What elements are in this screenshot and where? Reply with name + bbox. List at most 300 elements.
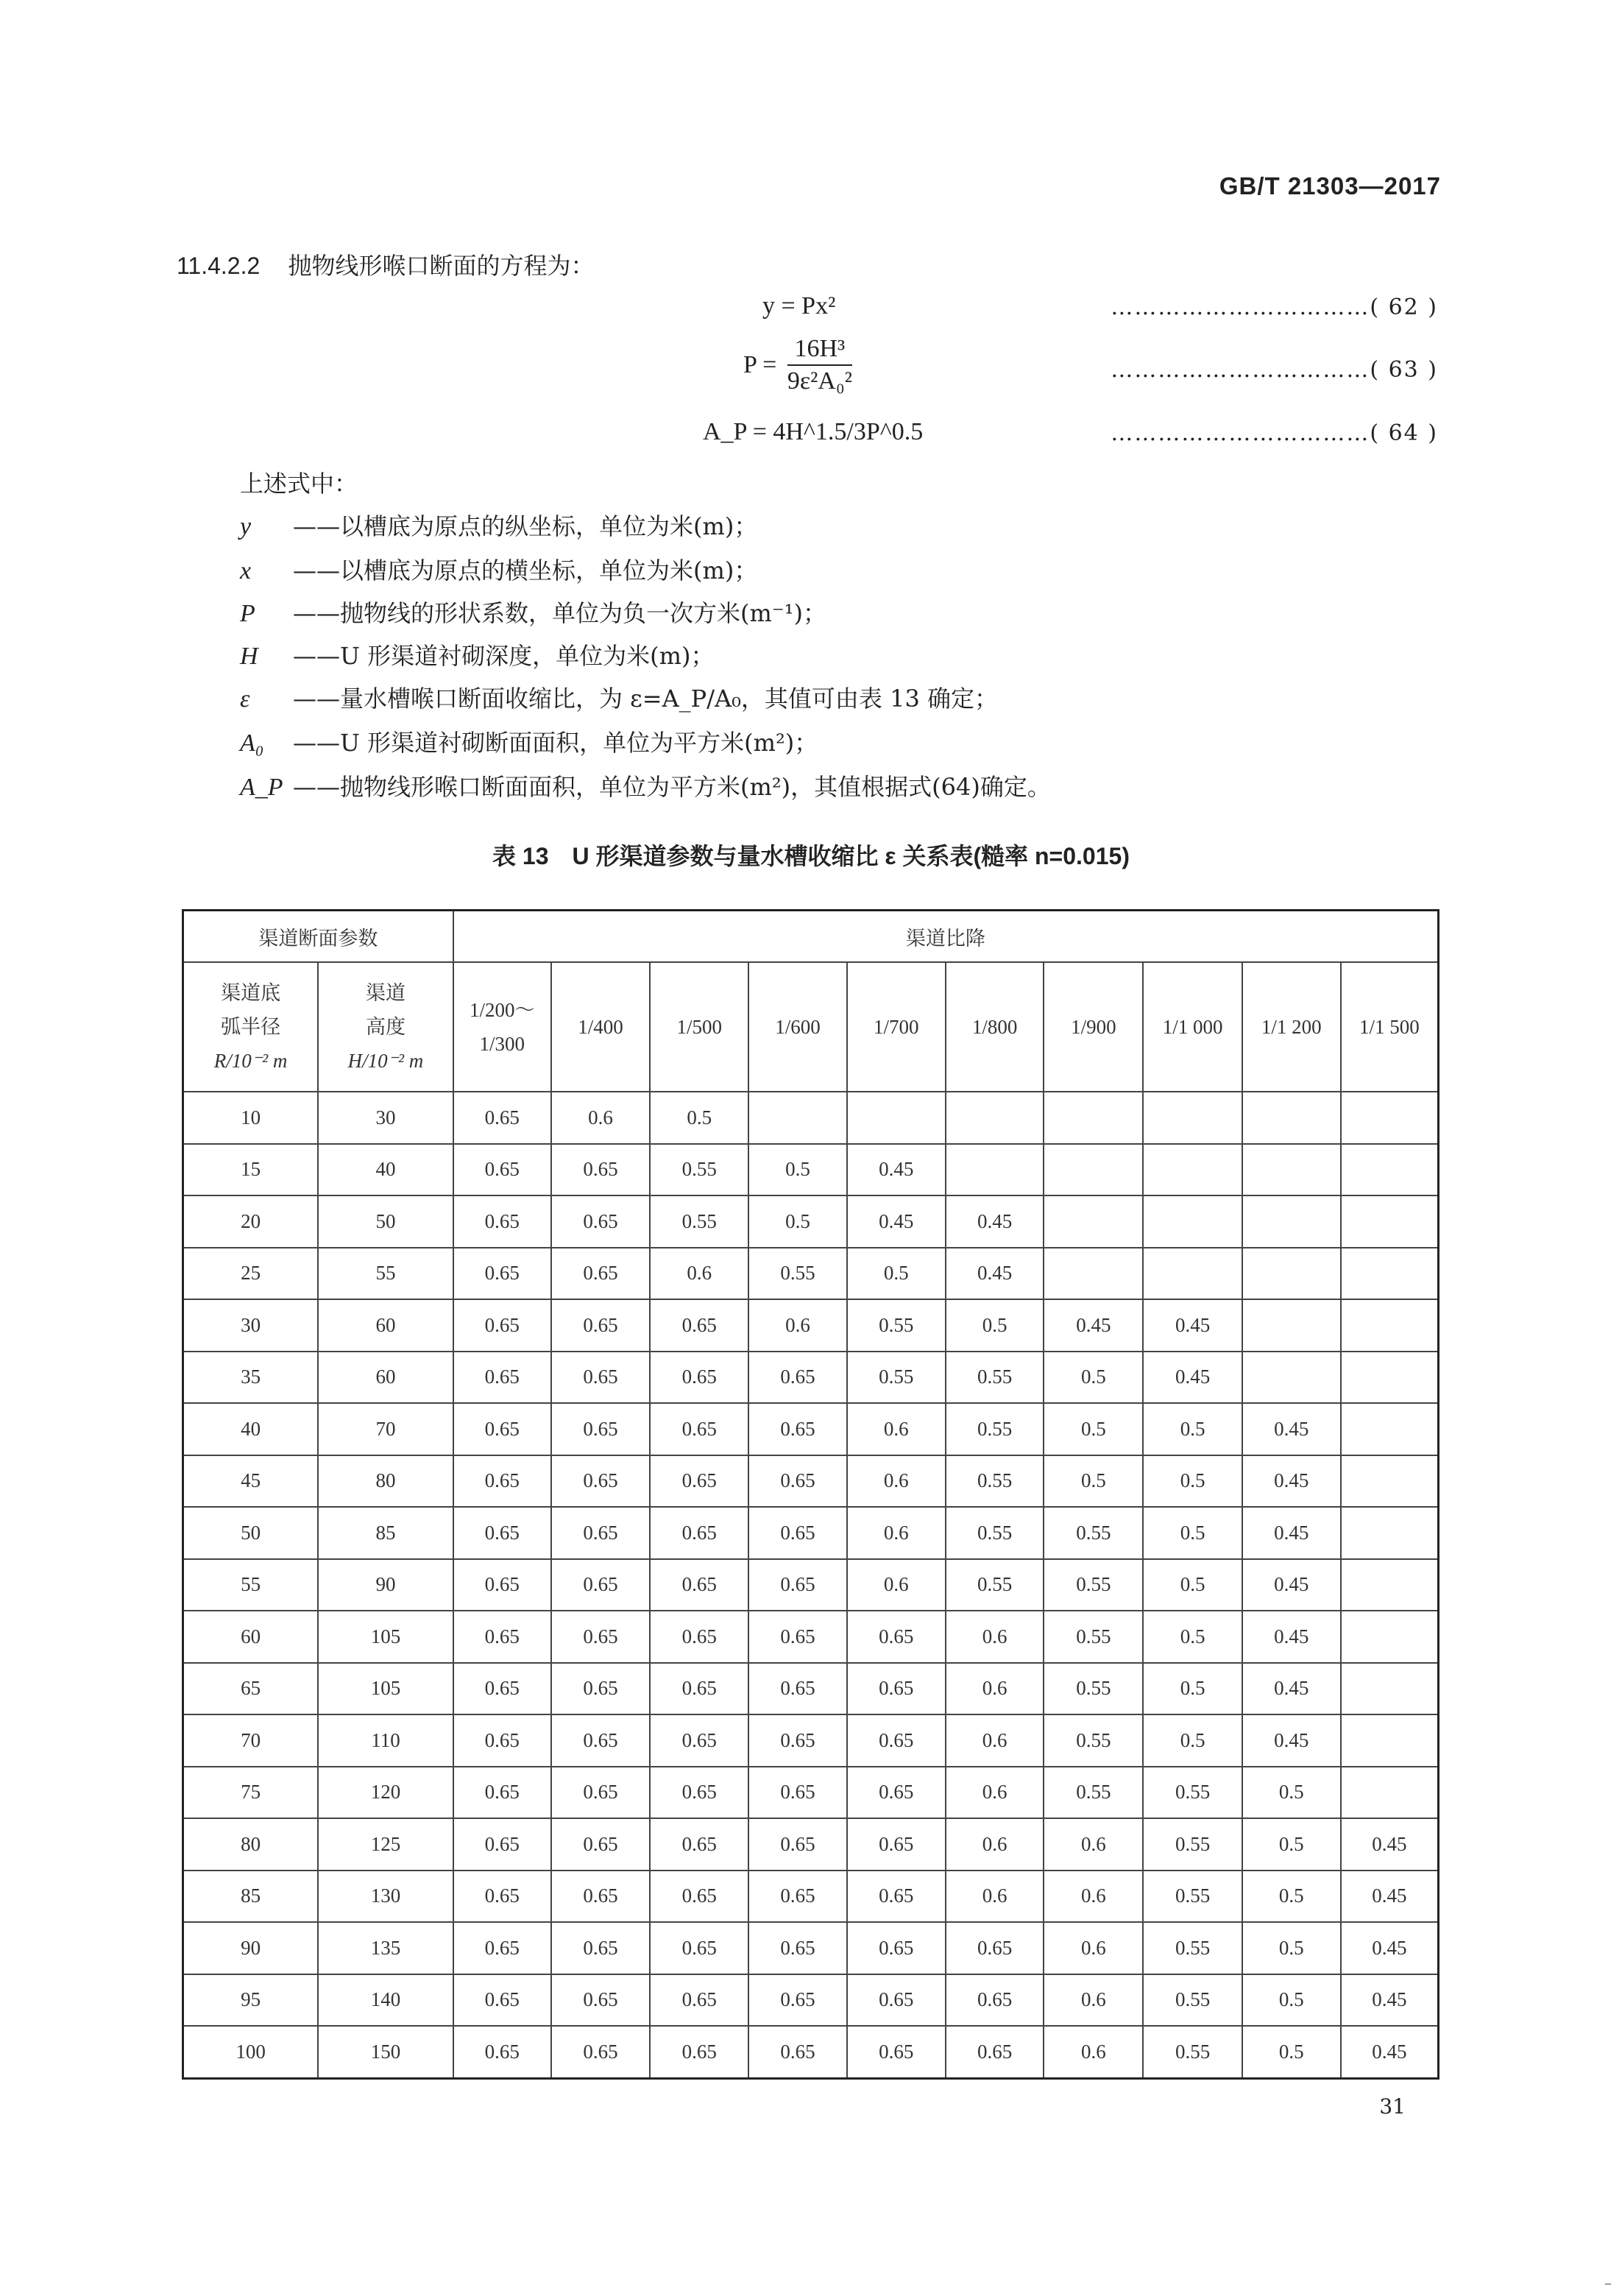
- table-cell: 0.45: [847, 1144, 946, 1196]
- table-cell: 0.45: [1242, 1455, 1341, 1508]
- table-cell: 65: [183, 1663, 319, 1715]
- table-cell: 0.6: [1044, 1818, 1143, 1871]
- table-cell: 0.45: [1242, 1714, 1341, 1767]
- table-cell: 0.55: [1044, 1559, 1143, 1611]
- table-cell: 0.65: [551, 2026, 651, 2078]
- header-slope: 1/1 500: [1341, 962, 1439, 1092]
- table-cell: 0.5: [1242, 1974, 1341, 2027]
- table-cell: 0.45: [946, 1248, 1044, 1300]
- table-cell: [1143, 1092, 1242, 1144]
- header-slope: 1/500: [650, 962, 748, 1092]
- table-cell: 0.65: [551, 1299, 651, 1352]
- table-cell: 0.65: [748, 1559, 847, 1611]
- table-cell: 0.55: [946, 1403, 1044, 1455]
- table-cell: 140: [318, 1974, 453, 2027]
- table-cell: 0.65: [847, 1818, 946, 1871]
- equation-63-number: ( 63 ): [1370, 357, 1438, 383]
- table-cell: 70: [183, 1714, 319, 1767]
- table-cell: [1341, 1767, 1439, 1819]
- table-row: [183, 1352, 1439, 1404]
- table-cell: 0.65: [650, 1871, 748, 1923]
- table-cell: 0.65: [847, 1611, 946, 1663]
- table-cell: 0.65: [748, 1403, 847, 1455]
- table-cell: 25: [183, 1248, 319, 1300]
- table-cell: 0.6: [1044, 2026, 1143, 2078]
- data-table: [182, 909, 1439, 2080]
- table-cell: 40: [183, 1403, 319, 1455]
- corner-mark: –: [1604, 2274, 1612, 2292]
- table-cell: [946, 1144, 1044, 1196]
- table-cell: 0.45: [946, 1195, 1044, 1248]
- table-cell: 0.6: [946, 1714, 1044, 1767]
- table-cell: 0.65: [551, 1818, 651, 1871]
- table-cell: 0.65: [847, 1714, 946, 1767]
- table-cell: 0.55: [847, 1352, 946, 1404]
- table-cell: 0.6: [847, 1455, 946, 1508]
- table-cell: [1044, 1092, 1143, 1144]
- table-cell: [1341, 1299, 1439, 1352]
- table-row: [183, 1299, 1439, 1352]
- table-cell: 0.5: [1143, 1663, 1242, 1715]
- equation-62-ref: [1111, 294, 1438, 320]
- definition-symbol: H: [240, 643, 258, 670]
- table-cell: 0.55: [1143, 1922, 1242, 1974]
- table-cell: [1143, 1144, 1242, 1196]
- table-cell: 0.65: [453, 2026, 551, 2078]
- header-height-line2: 高度: [365, 1016, 406, 1038]
- table-cell: 15: [183, 1144, 319, 1196]
- table-cell: 10: [183, 1092, 319, 1144]
- table-cell: 0.55: [1044, 1507, 1143, 1559]
- table-cell: 0.65: [551, 1507, 651, 1559]
- table-cell: [1341, 1144, 1439, 1196]
- table-cell: 0.65: [551, 1559, 651, 1611]
- table-caption: 表 13 U 形渠道参数与量水槽收缩比 ε 关系表(糙率 n=0.015): [492, 843, 1130, 869]
- table-row: [183, 1714, 1439, 1767]
- table-cell: 0.5: [748, 1195, 847, 1248]
- table-row: [183, 1871, 1439, 1923]
- table-cell: 130: [318, 1871, 453, 1923]
- table-cell: 0.5: [1143, 1714, 1242, 1767]
- header-radius-line3: R/10⁻² m: [213, 1050, 288, 1072]
- table-cell: 0.65: [847, 1663, 946, 1715]
- table-cell: 0.65: [748, 2026, 847, 2078]
- table-cell: 0.65: [453, 1299, 551, 1352]
- where-label: 上述式中：: [240, 470, 358, 498]
- table-cell: [1242, 1352, 1341, 1404]
- table-cell: [1341, 1559, 1439, 1611]
- group-header-section-params: 渠道断面参数: [183, 911, 453, 963]
- definition-h: [240, 637, 714, 671]
- table-cell: 0.5: [1143, 1403, 1242, 1455]
- table-row: [183, 1818, 1439, 1871]
- table-cell: 30: [318, 1092, 453, 1144]
- table-cell: 0.5: [1143, 1559, 1242, 1611]
- table-cell: 0.55: [946, 1559, 1044, 1611]
- definition-ap: [240, 769, 1051, 802]
- table-row: [183, 1195, 1439, 1248]
- table-cell: 30: [183, 1299, 319, 1352]
- table-cell: 0.6: [847, 1559, 946, 1611]
- table-cell: 0.65: [650, 1714, 748, 1767]
- table-cell: 0.65: [551, 1922, 651, 1974]
- table-row: [183, 1248, 1439, 1300]
- table-cell: 0.5: [1242, 1818, 1341, 1871]
- table-cell: [1242, 1299, 1341, 1352]
- table-cell: 55: [318, 1248, 453, 1300]
- table-row: [183, 1092, 1439, 1144]
- header-slope: 1/600: [748, 962, 847, 1092]
- table-cell: 40: [318, 1144, 453, 1196]
- table-cell: 85: [318, 1507, 453, 1559]
- table-row: [183, 1922, 1439, 1974]
- definition-symbol: A₀: [240, 730, 264, 757]
- table-cell: 0.5: [1143, 1611, 1242, 1663]
- table-cell: 0.45: [1242, 1559, 1341, 1611]
- table-cell: 0.6: [946, 1871, 1044, 1923]
- table-cell: 0.45: [1341, 1871, 1439, 1923]
- page-number: 31: [1379, 2094, 1406, 2119]
- table-row: [183, 1767, 1439, 1819]
- table-cell: 75: [183, 1767, 319, 1819]
- table-cell: 0.65: [551, 1974, 651, 2027]
- table-cell: 0.65: [748, 1818, 847, 1871]
- table-cell: 0.65: [453, 1974, 551, 2027]
- group-header-slope: 渠道比降: [453, 911, 1439, 963]
- table-cell: 0.65: [453, 1559, 551, 1611]
- table-cell: 0.65: [453, 1195, 551, 1248]
- table-cell: 0.65: [748, 1922, 847, 1974]
- table-cell: 0.65: [551, 1352, 651, 1404]
- table-cell: [1242, 1195, 1341, 1248]
- table-cell: 135: [318, 1922, 453, 1974]
- table-cell: 0.55: [946, 1455, 1044, 1508]
- header-slope: 1/900: [1044, 962, 1143, 1092]
- table-cell: 0.5: [1242, 2026, 1341, 2078]
- header-slope: 1/700: [847, 962, 946, 1092]
- table-row: [183, 1144, 1439, 1196]
- definition-a0: [240, 724, 818, 758]
- table-cell: 0.55: [1143, 1767, 1242, 1819]
- table-cell: 0.65: [748, 1871, 847, 1923]
- table-row: [183, 1974, 1439, 2027]
- table-cell: 0.5: [946, 1299, 1044, 1352]
- table-cell: 0.55: [1044, 1663, 1143, 1715]
- table-cell: 0.65: [551, 1195, 651, 1248]
- table-cell: [1341, 1507, 1439, 1559]
- table-cell: 0.6: [946, 1611, 1044, 1663]
- header-slope: 1/200～ 1/300: [453, 962, 551, 1092]
- table-cell: 0.65: [453, 1871, 551, 1923]
- definition-text: ——以槽底为原点的横坐标，单位为米(m)；: [293, 557, 758, 584]
- table-cell: 0.45: [1242, 1507, 1341, 1559]
- table-cell: 0.65: [551, 1714, 651, 1767]
- table-cell: 0.65: [453, 1663, 551, 1715]
- table-cell: 0.45: [1143, 1352, 1242, 1404]
- table-cell: 60: [318, 1352, 453, 1404]
- equation-63-dots: ……………………………: [1111, 357, 1370, 383]
- table-cell: 0.6: [946, 1767, 1044, 1819]
- table-cell: 0.45: [847, 1195, 946, 1248]
- table-cell: 110: [318, 1714, 453, 1767]
- section-heading: [177, 247, 594, 281]
- table-cell: 0.5: [847, 1248, 946, 1300]
- header-radius: [183, 962, 319, 1092]
- table-cell: 0.5: [1143, 1507, 1242, 1559]
- table-cell: 0.6: [1044, 1974, 1143, 2027]
- table-cell: 0.65: [453, 1144, 551, 1196]
- table-cell: 0.65: [551, 1144, 651, 1196]
- table-cell: [1341, 1455, 1439, 1508]
- table-cell: 0.65: [946, 1974, 1044, 2027]
- table-cell: 0.65: [650, 1352, 748, 1404]
- table-cell: 150: [318, 2026, 453, 2078]
- table-cell: 0.65: [946, 1922, 1044, 1974]
- equation-63-ref: [1111, 357, 1438, 383]
- table-cell: 0.5: [1242, 1767, 1341, 1819]
- table-cell: 0.65: [748, 1714, 847, 1767]
- table-cell: 35: [183, 1352, 319, 1404]
- table-cell: [946, 1092, 1044, 1144]
- table-cell: 0.65: [847, 1871, 946, 1923]
- definition-text: ——抛物线的形状系数，单位为负一次方米(m⁻¹)；: [293, 599, 827, 627]
- table-row: [183, 1663, 1439, 1715]
- table-cell: 0.65: [453, 1092, 551, 1144]
- table-cell: 50: [183, 1507, 319, 1559]
- table-row: [183, 2026, 1439, 2078]
- table-cell: [1242, 1248, 1341, 1300]
- header-radius-line1: 渠道底: [221, 982, 281, 1004]
- table-row: [183, 1455, 1439, 1508]
- table-cell: 0.65: [650, 1663, 748, 1715]
- table-cell: 60: [183, 1611, 319, 1663]
- table-cell: 0.65: [551, 1403, 651, 1455]
- table-cell: 0.55: [1143, 1871, 1242, 1923]
- table-cell: [1341, 1714, 1439, 1767]
- table-cell: 0.55: [847, 1299, 946, 1352]
- table-cell: [1143, 1195, 1242, 1248]
- table-cell: 0.5: [1242, 1871, 1341, 1923]
- equation-64-ref: [1111, 420, 1438, 446]
- table-cell: 20: [183, 1195, 319, 1248]
- equation-64-dots: ……………………………: [1111, 420, 1370, 446]
- table-cell: [1341, 1611, 1439, 1663]
- table-cell: 80: [318, 1455, 453, 1508]
- header-slope: 1/1 000: [1143, 962, 1242, 1092]
- header-radius-line2: 弧半径: [221, 1016, 281, 1038]
- definition-x: [240, 552, 757, 586]
- table-cell: 125: [318, 1818, 453, 1871]
- equation-62-number: ( 62 ): [1370, 294, 1438, 320]
- table-cell: 0.65: [650, 1818, 748, 1871]
- definition-symbol: A_P: [240, 774, 283, 801]
- table-cell: 50: [318, 1195, 453, 1248]
- table-cell: 45: [183, 1455, 319, 1508]
- table-cell: [748, 1092, 847, 1144]
- definition-symbol: y: [240, 513, 252, 540]
- table-row: [183, 1611, 1439, 1663]
- table-cell: 0.6: [946, 1663, 1044, 1715]
- table-cell: 0.55: [650, 1195, 748, 1248]
- table-cell: 0.5: [1242, 1922, 1341, 1974]
- definition-p: [240, 595, 826, 629]
- table-cell: 90: [318, 1559, 453, 1611]
- table-cell: 0.65: [650, 1922, 748, 1974]
- table-cell: 0.65: [453, 1403, 551, 1455]
- equation-64: A_P = 4H^1.5/3P^0.5: [703, 418, 924, 445]
- table-cell: 0.65: [748, 1767, 847, 1819]
- table-cell: 0.65: [650, 1767, 748, 1819]
- table-cell: 80: [183, 1818, 319, 1871]
- table-cell: 0.5: [1044, 1352, 1143, 1404]
- table-cell: 0.65: [847, 2026, 946, 2078]
- table-cell: 0.6: [946, 1818, 1044, 1871]
- table-cell: 0.5: [1044, 1455, 1143, 1508]
- table-cell: 0.65: [551, 1248, 651, 1300]
- section-title: 抛物线形喉口断面的方程为：: [288, 252, 595, 280]
- table-cell: 0.65: [453, 1507, 551, 1559]
- table-cell: 0.65: [650, 1559, 748, 1611]
- table-cell: 0.65: [453, 1818, 551, 1871]
- table-cell: [1341, 1663, 1439, 1715]
- table-cell: 120: [318, 1767, 453, 1819]
- table-cell: [1143, 1248, 1242, 1300]
- table-cell: 0.65: [650, 2026, 748, 2078]
- table-cell: 0.55: [946, 1507, 1044, 1559]
- table-cell: 0.65: [551, 1611, 651, 1663]
- table-cell: 0.65: [650, 1455, 748, 1508]
- table-cell: 0.45: [1341, 1974, 1439, 2027]
- table-cell: 0.45: [1341, 1818, 1439, 1871]
- table-cell: 0.45: [1143, 1299, 1242, 1352]
- table-cell: 0.65: [847, 1922, 946, 1974]
- table-cell: 0.55: [1044, 1611, 1143, 1663]
- table-row: [183, 1559, 1439, 1611]
- definition-symbol: ε: [240, 685, 250, 713]
- table-cell: [1341, 1248, 1439, 1300]
- header-height-line3: H/10⁻² m: [347, 1050, 424, 1072]
- table-cell: 0.65: [748, 1611, 847, 1663]
- table-cell: 0.55: [1143, 1818, 1242, 1871]
- definition-symbol: P: [240, 600, 255, 627]
- table-cell: 0.65: [650, 1507, 748, 1559]
- table-cell: 0.45: [1341, 2026, 1439, 2078]
- table-cell: 0.65: [551, 1455, 651, 1508]
- equation-64-number: ( 64 ): [1370, 420, 1438, 446]
- table-cell: 95: [183, 1974, 319, 2027]
- table-cell: 0.65: [551, 1663, 651, 1715]
- table-cell: 0.65: [748, 1352, 847, 1404]
- equation-63-denominator: 9ε²A₀²: [787, 367, 852, 395]
- table-cell: 70: [318, 1403, 453, 1455]
- header-height-line1: 渠道: [365, 982, 406, 1004]
- table-cell: 0.5: [748, 1144, 847, 1196]
- definition-text: ——U 形渠道衬砌断面面积，单位为平方米(m²)；: [293, 729, 818, 757]
- definition-symbol: x: [240, 557, 252, 584]
- table-cell: 105: [318, 1611, 453, 1663]
- table-cell: [1242, 1144, 1341, 1196]
- table-cell: 0.6: [1044, 1922, 1143, 1974]
- table-cell: [1044, 1248, 1143, 1300]
- table-cell: 0.65: [847, 1767, 946, 1819]
- table-cell: 0.45: [1341, 1922, 1439, 1974]
- table-cell: 0.65: [453, 1767, 551, 1819]
- table-cell: 0.65: [551, 1871, 651, 1923]
- table-cell: 0.55: [1044, 1767, 1143, 1819]
- table-cell: 90: [183, 1922, 319, 1974]
- table-cell: 0.45: [1044, 1299, 1143, 1352]
- equation-63: [743, 335, 852, 395]
- header-height: [318, 962, 453, 1092]
- definition-y: [240, 508, 757, 542]
- table-row: [183, 1403, 1439, 1455]
- header-slope: 1/1 200: [1242, 962, 1341, 1092]
- table-cell: 0.65: [650, 1299, 748, 1352]
- table-cell: 0.65: [748, 1974, 847, 2027]
- table-cell: 0.6: [551, 1092, 651, 1144]
- definition-text: ——量水槽喉口断面收缩比，为 ε=A_P/A₀，其值可由表 13 确定；: [293, 685, 998, 713]
- table-cell: 0.65: [650, 1403, 748, 1455]
- table-cell: 0.6: [748, 1299, 847, 1352]
- table-cell: 0.5: [1044, 1403, 1143, 1455]
- table-cell: [1044, 1144, 1143, 1196]
- header-slope: 1/800: [946, 962, 1044, 1092]
- standard-code: GB/T 21303—2017: [1219, 172, 1441, 199]
- equation-63-lhs: P =: [743, 351, 777, 378]
- equation-62: y = Px²: [762, 292, 836, 319]
- table-cell: [1341, 1352, 1439, 1404]
- section-number: 11.4.2.2: [177, 252, 261, 279]
- table-cell: 0.45: [1242, 1663, 1341, 1715]
- table-cell: 0.65: [453, 1248, 551, 1300]
- table-cell: 0.65: [453, 1714, 551, 1767]
- table-cell: 55: [183, 1559, 319, 1611]
- table-cell: 0.5: [1143, 1455, 1242, 1508]
- table-cell: [1341, 1195, 1439, 1248]
- table-cell: 0.45: [1242, 1611, 1341, 1663]
- table-cell: 0.6: [847, 1403, 946, 1455]
- table-row: [183, 1507, 1439, 1559]
- definition-text: ——U 形渠道衬砌深度，单位为米(m)；: [293, 642, 715, 670]
- table-cell: 105: [318, 1663, 453, 1715]
- table-cell: 0.55: [650, 1144, 748, 1196]
- equation-63-numerator: 16H³: [787, 335, 852, 366]
- table-cell: 0.65: [748, 1663, 847, 1715]
- table-cell: 0.55: [1143, 1974, 1242, 2027]
- table-cell: 0.65: [453, 1922, 551, 1974]
- table-cell: 0.65: [748, 1507, 847, 1559]
- table-cell: 0.6: [650, 1248, 748, 1300]
- equation-62-dots: ……………………………: [1111, 294, 1370, 320]
- table-cell: [1341, 1403, 1439, 1455]
- definition-text: ——抛物线形喉口断面面积，单位为平方米(m²)，其值根据式(64)确定。: [293, 773, 1051, 801]
- definition-epsilon: [240, 680, 998, 714]
- table-cell: 0.65: [650, 1974, 748, 2027]
- table-cell: 0.45: [1242, 1403, 1341, 1455]
- table-cell: [1242, 1092, 1341, 1144]
- table-cell: 0.55: [1044, 1714, 1143, 1767]
- table-cell: 0.6: [847, 1507, 946, 1559]
- table-cell: 0.65: [453, 1611, 551, 1663]
- table-cell: 0.65: [453, 1352, 551, 1404]
- table-cell: 100: [183, 2026, 319, 2078]
- table-cell: 0.65: [847, 1974, 946, 2027]
- table-cell: [1341, 1092, 1439, 1144]
- table-cell: 0.5: [650, 1092, 748, 1144]
- table-cell: 60: [318, 1299, 453, 1352]
- table-cell: 0.65: [650, 1611, 748, 1663]
- table-cell: 0.55: [1143, 2026, 1242, 2078]
